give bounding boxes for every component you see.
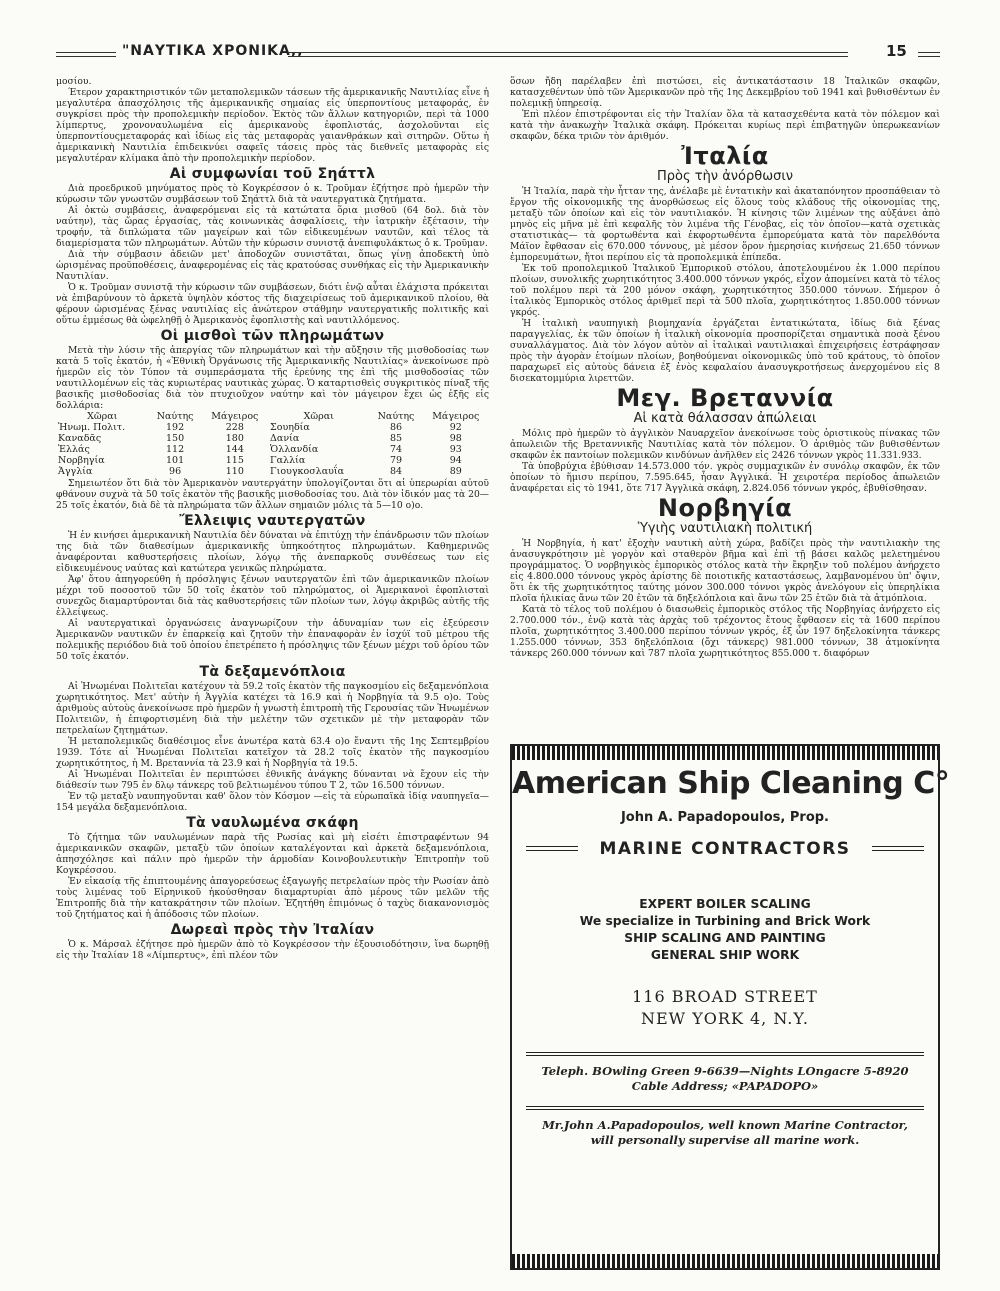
table-cell: Γαλλία — [270, 455, 306, 466]
ad-service-line: We specialize in Turbining and Brick Work — [579, 914, 871, 928]
table-cell: 115 — [225, 455, 244, 466]
ad-service-line: EXPERT BOILER SCALING — [639, 897, 811, 911]
paragraph: Ὁ κ. Τροῦμαν συνιστᾷ τὴν κύρωσιν τῶν συμβάσεων, διότι ἐνῷ αὗται ἐλάχιστα πρόκειται νὰ ἐπιβαρύνουν τὸ ἀρκετὰ ὑψηλὸν κόστος τῆς διαχειρίσεως τοῦ ἀμερικανικοῦ πλοίου, θὰ φέρουν ὡρισμένας ξένας ναυτιλίας εἰς ἀνώτερον στάθμην ναυτεργατικῆς πολιτικῆς καὶ οὕτω ἐμμέσως θὰ ὠφεληθῇ ὁ Ἀμερικανὸς ἐφοπλιστὴς καὶ ναυτιλλόμενος. — [56, 282, 489, 326]
table-cell: 84 — [389, 466, 403, 477]
section-heading: Δωρεαὶ πρὸς τὴν Ἰταλίαν — [170, 922, 375, 938]
paragraph: Ἐπὶ πλέον ἐπιστρέφονται εἰς τὴν Ἰταλίαν ὅλα τὰ κατασχεθέντα κατὰ τὸν πόλεμον καὶ κατὰ τὴν ἀνακωχὴν Ἰταλικὰ σκάφη. Πρόκειται κυρίως περὶ ἐπιβατηγῶν ὑπερωκεανίων σκαφῶν, δέκα τριῶν τὸν ἀριθμόν. — [510, 109, 940, 142]
ad-note-line: will personally supervise all marine work. — [590, 1133, 860, 1147]
table-row — [56, 422, 489, 433]
table-cell: 98 — [449, 433, 462, 444]
ad-address-line: 116 BROAD STREET — [632, 987, 818, 1006]
table-cell: 144 — [225, 444, 244, 455]
paragraph: Ἡ Ἰταλία, παρὰ τὴν ἧτταν της, ἀνέλαβε μὲ ἐντατικὴν καὶ ἀκαταπόνητον προσπάθειαν τὸ ἔργον τῆς οἰκονομικῆς της ἀνορθώσεως εἰς ὅλους τοὺς κλάδους τῆς οἰκονομίας της, μεταξὺ τῶν ὁποίων καὶ εἰς τὸν ναυτιλιακόν. Ἡ κίνησις τῶν λιμένων της αὐξάνει ἀπὸ μηνὸς εἰς μῆνα μὲ ἐπὶ κεφαλῆς τὸν λιμένα τῆς Γένοβας, εἰς τὸν ὁποῖον—κατὰ σχετικὰς στατιστικὰς— τὰ φορτωθέντα καὶ ἐκφορτωθέντα ἐμπορεύματα κατὰ τὸν παρελθόντα Μάϊον ἔφθασαν εἰς 670.000 τόννους, μὲ μέσον ὅρον ἡμερησίας κινήσεως 21.650 τόννων ἐμπορευμάτων, ἤτοι περίπου εἰς τὰ προπολεμικὰ ἐπίπεδα. — [510, 186, 940, 263]
table-cell: 92 — [449, 422, 462, 433]
header-rule — [56, 52, 116, 57]
country-heading-norway: Νορβηγία — [657, 494, 793, 522]
column-header: Ναύτης — [377, 411, 415, 422]
section-heading: Αἱ συμφωνίαι τοῦ Σηάττλ — [169, 166, 376, 182]
table-row — [56, 444, 489, 455]
paragraph: Μόλις πρὸ ἡμερῶν τὸ ἀγγλικὸν Ναυαρχεῖον ἀνεκοίνωσε τοὺς ὁριστικοὺς πίνακας τῶν ἀπωλειῶν τῆς Βρεταννικῆς Ναυτιλίας κατὰ τὸν πόλεμον. Ὁ ἀριθμὸς τῶν βυθισθέντων σκαφῶν ἐκ παντοίων πολεμικῶν κινδύνων ἀνῆλθεν εἰς 2426 τόννων γκρὸς 11.331.933. — [510, 428, 940, 461]
ad-proprietor: John A. Papadopoulos, Prop. — [620, 810, 830, 825]
table-cell: 112 — [166, 444, 185, 455]
paragraph: Τὰ ὑποβρύχια ἐβύθισαν 14.573.000 τόν. γκρὸς συμμαχικῶν ἐν συνόλῳ σκαφῶν, ἐκ τῶν ὁποίων τὸ ἥμισυ περίπου, 7.595.645, ἦσαν Ἀγγλικά. Ἡ χειροτέρα περίοδος ἀπωλειῶν ἀναφέρεται εἰς τὸ 1941, ὅτε 717 Ἀγγλικὰ σκάφη, 2.824.056 τόννων γκρός, ἐβυθίσθησαν. — [510, 461, 940, 494]
paragraph: Τὸ ζήτημα τῶν ναυλωμένων παρὰ τῆς Ρωσίας καὶ μὴ εἰσέτι ἐπιστραφέντων 94 ἀμερικανικῶν σκαφῶν, μεταξὺ τῶν ὁποίων καταλέγονται καὶ ἀρκετὰ δεξαμενόπλοια, ἀπησχόλησε καὶ πάλιν πρὸ ἡμερῶν τὴν ἁρμοδίαν Κοινοβουλευτικὴν Ἐπιτροπὴν τοῦ Κογκρέσσου. — [56, 832, 489, 876]
country-heading-italy: Ἰταλία — [681, 142, 769, 170]
table-cell: Δανία — [270, 433, 300, 444]
ad-note — [512, 1118, 938, 1148]
publication-title: "ΝΑΥΤΙΚΑ ΧΡΟΝΙΚΑ,, — [122, 43, 304, 59]
ad-category-banner — [526, 839, 924, 863]
paragraph: Ἐκ τοῦ προπολεμικοῦ Ἰταλικοῦ Ἐμπορικοῦ στόλου, ἀποτελουμένου ἐκ 1.000 περίπου πλοίων, συνολικῆς χωρητικότητος 3.400.000 τόννων γκρός, εἶχον ἀπομείνει κατὰ τὸ τέλος τοῦ πολέμου περὶ τὰ 200 μόνον σκάφη, χωρητικότητος 350.000 τόννων. Σήμερον ὁ ἰταλικὸς Ἐμπορικὸς στόλος ἀριθμεῖ περὶ τὰ 500 πλοῖα, χωρητικότητος 1.850.000 τόννων γκρός. — [510, 263, 940, 318]
table-cell: 192 — [166, 422, 185, 433]
ad-service-line: GENERAL SHIP WORK — [650, 948, 800, 962]
ad-phone-line: Teleph. BOwling Green 9-6639—Nights LOngacre 5-8920 — [541, 1064, 909, 1078]
ad-address-line: NEW YORK 4, N.Y. — [641, 1009, 809, 1028]
column-header: Ναύτης — [156, 411, 194, 422]
section-subheading: Ὑγιὴς ναυτιλιακὴ πολιτική — [637, 521, 813, 536]
ad-border-stripe — [512, 1254, 938, 1268]
paragraph: Έτερον χαρακτηριστικόν τῶν μεταπολεμικῶν τάσεων τῆς ἀμερικανικῆς Ναυτιλίας εἶνε ἡ μεγαλυτέρα ἀπασχόλησις τῆς ἀμερικανικῆς σημαίας εἰς ὑπερποντίους μεταφοράς, ἐν συγκρίσει πρὸς τὴν προπολεμικὴν περίοδον. Ἐκτὸς τῶν ἄλλων κατηγοριῶν, περὶ τὰ 1000 λίμπερτυς, χρονοναυλωμένα εἰς ἀμερικανοὺς ἐφοπλιστάς, ἀσχολοῦνται εἰς ὑπερποντίουςμεταφοράς καὶ ἰδίως εἰς τὰς μεταφορὰς γαιανθράκων καὶ σιτηρῶν. Οὕτω ἡ ἀμερικανικὴ Ναυτιλία ἐπιδεικνύει σαφεῖς τάσεις πρὸς τὰς διεθνεῖς μεταφορὰς εἰς μεγαλυτέραν κλίμακα ἀπὸ τὴν προπολεμικὴν περίοδον. — [56, 87, 489, 164]
section-heading: Τὰ δεξαμενόπλοια — [199, 664, 346, 680]
table-cell: Ἡνωμ. Πολιτ. — [58, 422, 126, 433]
ad-company-name: American Ship Cleaning C° — [512, 766, 950, 801]
column-header: Χῶραι — [303, 411, 334, 422]
table-cell: 94 — [449, 455, 462, 466]
paragraph: Σημειωτέον ὅτι διὰ τὸν Ἀμερικανὸν ναυτεργάτην ὑπολογίζονται ὅτι αἱ ὑπερωρίαι αὐτοῦ φθάνουν συχνὰ τὰ 50 τοῖς ἑκατὸν τῆς βασικῆς μισθοδοσίας του. Διὰ τὸν ἰδικόν μας τὰ 20—25 τοῖς ἑκατόν, διὰ δὲ τὰ πληρώματα τῶν ἄλλων σημαιῶν μόλις τὰ 5—10 ο)ο. — [56, 478, 489, 511]
ad-rule — [526, 1106, 924, 1110]
header-rule — [918, 52, 940, 57]
table-cell: 150 — [166, 433, 185, 444]
ad-border-stripe — [512, 746, 938, 760]
paragraph: Ὁ κ. Μάρσαλ ἐζήτησε πρὸ ἡμερῶν ἀπὸ τὸ Κογκρέσσον τὴν ἐξουσιοδότησιν, ἵνα δωρηθῇ εἰς τὴν Ἰταλίαν 18 «Λίμπερτυς», ἐπὶ πλέον τῶν — [56, 939, 489, 961]
paragraph: Ἡ Νορβηγία, ἡ κατ' ἐξοχὴν ναυτικὴ αὐτὴ χώρα, βαδίζει πρὸς τὴν ναυτιλιακὴν της ἀνασυγκρότησιν μὲ γοργὸν καὶ σταθερὸν βῆμα καὶ ἐπὶ τῇ βάσει καλῶς μελετημένου προγράμματος. Ὁ νορβηγικὸς ἐμπορικὸς στόλος κατὰ τὴν ἔκρηξιν τοῦ πολέμου ἀνήρχετο εἰς 4.800.000 τόννους γκρὸς ἀρίστης δὲ ποιοτικῆς καταστάσεως, λαμβανομένου ὑπ' ὄψιν, ὅτι ἐκ τῆς χωρητικότητος ταύτης μόνον 300.000 τόννοι γκρὸς ἀνελόγουν εἰς ὑπερηλίκια πλοῖα ἡλικίας ἄνω τῶν 20 ἐτῶν τὰ δηξελόπλοια καὶ ἄνω τῶν 25 ἐτῶν διὰ τὰ ἀτμόπλοια. — [510, 538, 940, 604]
table-cell: 74 — [389, 444, 403, 455]
ad-rule — [526, 846, 578, 851]
ad-cable-line: Cable Address; «PAPADOPO» — [631, 1079, 819, 1093]
ad-services — [512, 896, 938, 964]
paragraph: Αἱ ὀκτὼ συμβάσεις, ἀναφερόμεναι εἰς τὰ κατώτατα ὅρια μισθοῦ (64 δολ. διὰ τὸν ναύτην), τὰς ὥρας ἐργασίας, τὰς κοινωνικὰς ἀσφαλίσεις, τὴν ἰατρικὴν ἐξέτασιν, τὴν τροφήν, τὰ διπλώματα τῶν μαγείρων καὶ τῶν εἰδικευμένων ναυτῶν, καὶ τέλος τὰ διαμερίσματα τῶν πληρωμάτων. Αὐτῶν τὴν κύρωσιν συνιστᾷ ἀνεπιφυλάκτως ὁ κ. Τροῦμαν. — [56, 205, 489, 249]
table-cell: Ἑλλάς — [58, 444, 90, 455]
column-header: Χῶραι — [87, 411, 118, 422]
ad-rule — [526, 1052, 924, 1056]
table-cell: Νορβηγία — [58, 455, 105, 466]
section-heading: Οἱ μισθοὶ τῶν πληρωμάτων — [160, 328, 385, 344]
table-cell: 86 — [389, 422, 403, 433]
ad-rule — [872, 846, 924, 851]
paragraph: Αἱ Ἡνωμέναι Πολιτεῖαι κατέχουν τὰ 59.2 τοῖς ἑκατὸν τῆς παγκοσμίου εἰς δεξαμενόπλοια χωρητικότητος. Μετ' αὐτὴν ἡ Ἀγγλία κατέχει τὰ 16.9 καὶ ἡ Νορβηγία τὰ 9.5 ο)ο. Τοὺς ἀριθμοὺς αὐτοὺς ἀνεκοίνωσε πρὸ ἡμερῶν ἡ γνωστὴ ἐπιτροπὴ τῆς Γερουσίας τῶν Ἡνωμένων Πολιτειῶν, ἡ ἐπιφορτισμένη διὰ τὴν μελέτην τῶν σχετικῶν μὲ τὴν μεταφορὰν τῶν πετρελαίων ζητημάτων. — [56, 681, 489, 736]
table-cell: 180 — [225, 433, 244, 444]
table-cell: 93 — [449, 444, 462, 455]
left-column — [56, 76, 489, 1281]
page-header — [56, 42, 940, 66]
table-cell: 85 — [389, 433, 403, 444]
section-heading: Τὰ ναυλωμένα σκάφη — [186, 815, 359, 831]
table-row — [56, 455, 489, 466]
paragraph: Ἡ μεταπολεμικῶς διαθέσιμος εἶνε ἀνωτέρα κατὰ 63.4 ο)ο ἔναντι τῆς 1ης Σεπτεμβρίου 1939. Τότε αἱ Ἡνωμέναι Πολιτεῖαι κατεῖχον τὰ 28.2 τοῖς ἑκατὸν τῆς παγκοσμίου χωρητικότητος, ἡ Μ. Βρεταννία τὰ 23.9 καὶ ἡ Νορβηγία τὰ 19.5. — [56, 736, 489, 769]
ad-note-line: Mr.John A.Papadopoulos, well known Marine Contractor, — [542, 1118, 908, 1132]
table-row — [56, 466, 489, 477]
table-cell: 79 — [389, 455, 403, 466]
paragraph: Διὰ προεδρικοῦ μηνύματος πρὸς τὸ Κογκρέσσον ὁ κ. Τροῦμαν ἐζήτησε πρὸ ἡμερῶν τὴν κύρωσιν τῶν γνωστῶν συμβάσεων τοῦ Σηάττλ διὰ τὰ ναυτεργατικὰ ζητήματα. — [56, 183, 489, 205]
paragraph: Ἀφ' ὅτου ἀπηγορεύθη ἡ πρόσληψις ξένων ναυτεργατῶν ἐπὶ τῶν ἀμερικανικῶν πλοίων μέχρι τοῦ ποσοστοῦ τῶν 50 τοῖς ἑκατὸν τοῦ πληρώματος, οἱ Ἀμερικανοὶ ἐφοπλισταὶ συνεχῶς διαμαρτύρονται διὰ τὰς καθυστερήσεις τῶν πλοίων των, λόγῳ ἀκριβῶς αὐτῆς τῆς ἐλλείψεως. — [56, 574, 489, 618]
wages-table — [56, 411, 489, 477]
page-number: 15 — [886, 42, 907, 60]
ad-contact — [512, 1064, 938, 1094]
column-header: Μάγειρος — [432, 411, 480, 422]
table-cell: Γιουγκοσλαυΐα — [270, 466, 345, 477]
paragraph: Κατὰ τὸ τέλος τοῦ πολέμου ὁ διασωθεὶς ἐμπορικὸς στόλος τῆς Νορβηγίας ἀνήρχετο εἰς 2.700.000 τόν., ἐνῷ κατὰ τὰς ἀρχὰς τοῦ τρέχοντος ἔτους ἔφθασεν εἰς τὰ 1600 περίπου πλοῖα, χωρητικότητος 3.400.000 περίπου τόννων γκρός, ἐξ ὧν 197 δηξελοκίνητα τάνκερς 1.255.000 τόννων, 353 δηξελόπλοια (ὄχι τάνκερς) 981.000 τόννων, 38 ἀτμοκίνητα τάνκερς 260.000 τόννων καὶ 787 πλοῖα χωρητικότητος 855.000 τ. διαφόρων — [510, 604, 940, 659]
table-cell: Ἀγγλία — [58, 466, 93, 477]
paragraph: Ἡ ἰταλικὴ ναυπηγικὴ βιομηχανία ἐργάζεται ἐντατικώτατα, ἰδίως διὰ ξένας παραγγελίας, ἐκ τῶν ὁποίων ἡ ἰταλικὴ οἰκονομία προσπορίζεται σημαντικὰ ποσὰ ξένου συναλλάγματος. Διὰ τὸν λόγον αὐτὸν αἱ ἰταλικαὶ ναυτιλιακαὶ ἐπιχειρήσεις ἐστράφησαν πρὸς τὴν ἀγορὰν ἑτοίμων πλοίων, βοηθούμεναι οἰκονομικῶς ὑπὸ τοῦ κράτους, τὸ ὁποῖον παραχωρεῖ εἰς αὐτοὺς δάνεια ἐξ ἑνὸς κεφαλαίου ἀνασυγκροτήσεως ἀνερχομένου εἰς 8 δισεκατομμύρια λιρεττῶν. — [510, 318, 940, 384]
table-cell: 228 — [225, 422, 244, 433]
advertisement-box — [510, 744, 950, 1270]
paragraph: Αἱ Ἡνωμέναι Πολιτεῖαι ἐν περιπτώσει ἐθνικῆς ἀνάγκης δύνανται νὰ ἔχουν εἰς τὴν διάθεσίν των 795 ἐν δλῳ τάνκερς τοῦ βελτιωμένου τύπου Τ 2, τῶν 16.500 τόννων. — [56, 769, 489, 791]
paragraph: Διὰ τὴν σύμβασιν ἀδειῶν μετ' ἀποδοχῶν συνιστᾶται, ὅπως γίνῃ ἀποδεκτὴ ὑπὸ ὡρισμένας προϋποθέσεις, ἀναφερομένας εἰς τὰς κρατούσας συνθήκας εἰς τὴν Ἀμερικανικὴν Ναυτιλίαν. — [56, 249, 489, 282]
section-heading: Ἔλλειψις ναυτεργατῶν — [179, 513, 366, 529]
column-header: Μάγειρος — [211, 411, 259, 422]
section-subheading: Αἱ κατὰ θάλασσαν ἀπώλειαι — [633, 411, 817, 426]
country-heading-britain: Μεγ. Βρεταννία — [616, 384, 834, 412]
paragraph: μοσίου. — [56, 76, 92, 87]
table-cell: 110 — [225, 466, 244, 477]
right-column — [510, 76, 940, 736]
table-cell: 89 — [449, 466, 462, 477]
paragraph: ὅσων ἤδη παρέλαβεν ἐπὶ πιστώσει, εἰς ἀντικατάστασιν 18 Ἰταλικῶν σκαφῶν, κατασχεθέντων ὑπὸ τῶν Ἀμερικανῶν πρὸ τῆς 1ης Δεκεμβρίου τοῦ 1941 καὶ βυθισθέντων ἐν πολεμικῇ ὑπηρεσίᾳ. — [510, 76, 940, 109]
ad-address — [512, 986, 938, 1030]
table-cell: Σουηδία — [270, 422, 310, 433]
table-cell: 96 — [169, 466, 182, 477]
table-header-row — [56, 411, 489, 422]
paragraph: Αἱ ναυτεργατικαὶ ὀργανώσεις ἀναγνωρίζουν τὴν ἀδυναμίαν των εἰς ἐξεύρεσιν Ἀμερικανῶν ναυτικῶν ἐν ἐπαρκείᾳ καὶ ζητοῦν τὴν ἐπαναφορὰν ἐν ἰσχύϊ τοῦ μέτρου τῆς πολεμικῆς περιόδου διὰ τοῦ ὁποίου ἐπετρέπετο ἡ πρόσληψις τῶν ξένων μέχρι τοῦ ὁρίου τῶν 50 τοῖς ἑκατόν. — [56, 618, 489, 662]
paragraph: Ἡ ἐν κινήσει ἀμερικανικὴ Ναυτιλία δὲν δύναται νὰ ἐπιτύχῃ τὴν ἐπάνδρωσιν τῶν πλοίων της διὰ τῶν διαθεσίμων ἀμερικανικῆς ὑπηκοότητος πληρωμάτων. Καθημερινῶς ἀναφέρονται καθυστερήσεις πλοίων, λόγῳ τῆς ἀνεπαρκοῦς συνθέσεως των εἰς εἰδικευμένους ναύτας καὶ κατώτερα γενικῶς πληρώματα. — [56, 530, 489, 574]
header-rule — [288, 52, 848, 57]
table-cell: 101 — [166, 455, 185, 466]
paragraph: Ἐν εἰκασίᾳ τῆς ἐπιπτουμένης ἀπαγορεύσεως ἐξαγωγῆς πετρελαίων πρὸς τὴν Ρωσίαν ἀπὸ τοὺς λιμένας τοῦ Εἰρηνικοῦ ἠκούσθησαν διαμαρτυρίαι ἀπὸ μέρους τῶν μελῶν τῆς Ἐπιτροπῆς διὰ τὴν κατακράτησιν τῶν πλοίων. Ἐζητήθη ἐπιμόνως ὁ ταχὺς διακανονισμὸς τοῦ ζητήματος καὶ ἡ ἀπόδοσις τῶν πλοίων. — [56, 876, 489, 920]
paragraph: Ἐν τῷ μεταξὺ ναυπηγοῦνται καθ' ὅλον τὸν Κόσμον —εἰς τὰ εὐρωπαϊκὰ ἰδίᾳ ναυπηγεῖα— 154 μεγάλα δεξαμενόπλοια. — [56, 791, 489, 813]
paragraph: Μετὰ τὴν λύσιν τῆς ἀπεργίας τῶν πληρωμάτων καὶ τὴν αὔξησιν τῆς μισθοδοσίας των κατὰ 5 τοῖς ἑκατόν, ἡ «Ἐθνικὴ Ὀργάνωσις τῆς Ἀμερικανικῆς Ναυτιλίας» ἀνεκοίνωσε πρὸ ἡμερῶν εἰς τὸν Τύπον τὰ συμπεράσματα τῆς ἐρεύνης της ἐπὶ τῆς μισθοδοσίας τῶν ναυτιλλομένων εἰς τὰς κυριωτέρας ναυτικὰς χώρας. Ὁ καταρτισθεὶς συγκριτικὸς πίναξ τῆς βασικῆς μισθοδοσίας διὰ τὸν πτυχιοῦχον ναύτην καὶ τὸν μάγειρον ἔχει ὡς ἑξῆς εἰς δολλάρια: — [56, 345, 489, 411]
table-row — [56, 433, 489, 444]
ad-service-line: SHIP SCALING AND PAINTING — [624, 931, 826, 945]
table-cell: Ὁλλανδία — [270, 444, 319, 455]
ad-category: MARINE CONTRACTORS — [599, 839, 851, 859]
table-cell: Καναδᾶς — [58, 433, 102, 444]
section-subheading: Πρὸς τὴν ἀνόρθωσιν — [657, 169, 793, 184]
